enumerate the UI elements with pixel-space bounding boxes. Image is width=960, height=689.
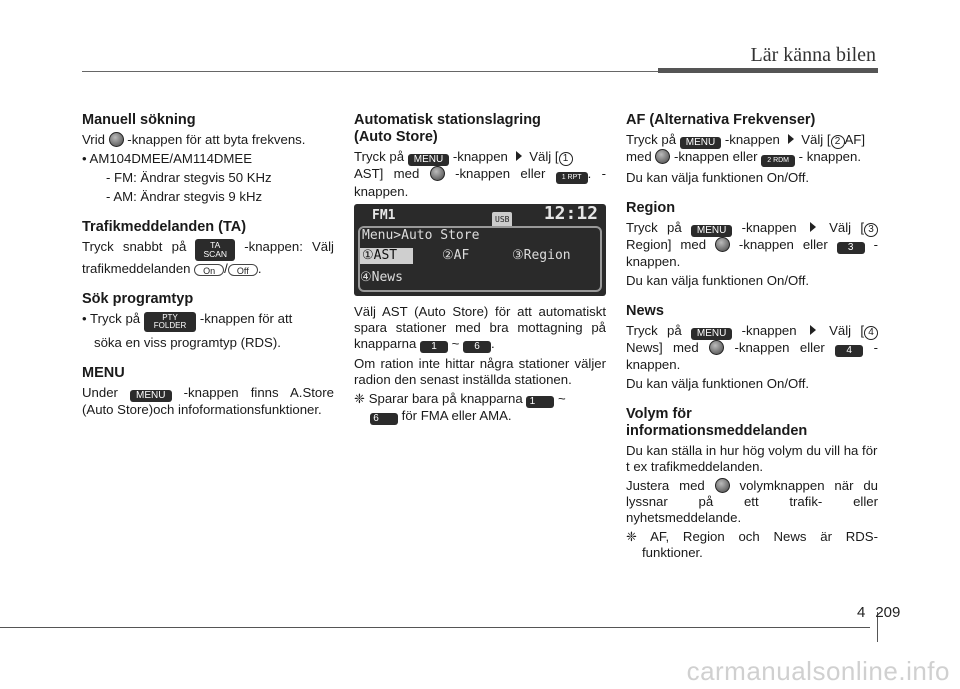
manual-search-fm: - FM: Ändrar stegvis 50 KHz — [106, 170, 272, 185]
circled-number-icon: 3 — [864, 223, 878, 237]
section-number: 4 — [857, 604, 866, 621]
volume-desc: Du kan ställa in hur hög volym du vill ha för t ex trafikmeddelanden. — [626, 443, 878, 474]
preset-6-button-icon: 6 — [370, 413, 398, 425]
preset-1-rpt-button-icon: 1 RPT — [556, 172, 588, 184]
heading-manual-search: Manuell sökning — [82, 112, 196, 128]
display-menu-path: Menu>Auto Store — [362, 228, 480, 243]
volume-note: ❈ AF, Region och News är RDS-funktioner. — [626, 529, 878, 560]
traffic-text: Tryck snabbt på TA SCAN -knappen: Välj trafikmeddelanden On / Off . — [82, 239, 334, 276]
display-clock: 12:12 — [543, 203, 598, 224]
tune-knob-icon — [709, 340, 724, 355]
heading-pty: Sök programtyp — [82, 291, 194, 307]
region-instructions: Tryck på MENU -knappen Välj [ 3Region] med -knappen eller 3 - knappen. — [626, 220, 878, 269]
preset-4-button-icon: 4 — [835, 345, 863, 357]
heading-news: News — [626, 303, 664, 319]
display-option-af: ②AF — [442, 248, 470, 263]
tune-knob-icon — [655, 149, 670, 164]
manual-search-text: Vrid -knappen för att byta frekvens. — [82, 132, 306, 147]
on-button-icon: On — [194, 264, 224, 276]
menu-button-icon: MENU — [691, 225, 732, 237]
page-header-title: Lär känna bilen — [750, 44, 876, 66]
volume-knob-icon — [715, 478, 730, 493]
manual-search-am: - AM: Ändrar stegvis 9 kHz — [106, 189, 263, 204]
watermark: carmanualsonline.info — [686, 656, 950, 686]
column-3 — [626, 112, 878, 564]
footer-divider — [0, 627, 870, 628]
preset-1-button-icon: 1 — [420, 341, 448, 353]
heading-traffic: Trafikmeddelanden (TA) — [82, 219, 247, 235]
arrow-right-icon — [810, 222, 816, 232]
news-toggle-info: Du kan välja funktionen On/Off. — [626, 376, 810, 391]
circled-number-icon: 2 — [831, 135, 845, 149]
af-instructions: Tryck på MENU -knappen Välj [ 2 AF] med -knappen eller 2 RDM - knappen. — [626, 132, 878, 167]
pty-folder-button-icon: PTY FOLDER — [144, 312, 196, 332]
heading-volume: Volym för informationsmeddelanden — [626, 406, 808, 439]
menu-text: Under MENU -knappen finns A.Store (Auto Store)och infoformationsfunktioner. — [82, 385, 334, 417]
auto-store-fallback: Om ration inte hittar några stationer väljer radion den senast inställda stationen. — [354, 356, 606, 387]
preset-3-button-icon: 3 — [837, 242, 865, 254]
heading-auto-store: Automatisk stationslagring (Auto Store) — [354, 112, 541, 145]
off-button-icon: Off — [228, 264, 258, 276]
menu-button-icon: MENU — [680, 137, 721, 149]
radio-display-screenshot — [354, 204, 606, 296]
display-usb-badge: USB — [492, 212, 512, 228]
arrow-right-icon — [810, 325, 816, 335]
preset-2-rdm-button-icon: 2 RDM — [761, 155, 795, 167]
page-number — [857, 604, 900, 621]
heading-region: Region — [626, 200, 676, 216]
pty-text: • Tryck på PTY FOLDER -knappen för att — [82, 311, 293, 330]
region-toggle-info: Du kan välja funktionen On/Off. — [626, 273, 810, 288]
preset-1-button-icon: 1 — [526, 396, 554, 408]
display-option-region: ③Region — [512, 248, 571, 263]
preset-6-button-icon: 6 — [463, 341, 491, 353]
arrow-right-icon — [788, 134, 794, 144]
manual-search-model: • AM104DMEE/AM114DMEE — [82, 151, 253, 166]
volume-instructions: Justera med volymknappen när du lyssnar på ett trafik- eller nyhetsmeddelande. — [626, 478, 878, 525]
arrow-right-icon — [516, 151, 522, 161]
column-1 — [82, 112, 334, 421]
af-toggle-info: Du kan välja funktionen On/Off. — [626, 170, 810, 185]
tune-knob-icon — [715, 237, 730, 252]
display-band: FM1 — [372, 208, 396, 223]
tune-knob-icon — [430, 166, 445, 181]
menu-button-icon: MENU — [130, 390, 171, 402]
menu-button-icon: MENU — [691, 328, 732, 340]
ta-scan-button-icon: TA SCAN — [195, 239, 235, 261]
auto-store-desc: Välj AST (Auto Store) för att automatiskt spara stationer med bra mottagning på knapparna 1 ~ 6 . — [354, 304, 606, 352]
auto-store-instructions: Tryck på MENU -knappen Välj [ 1 AST] med -knappen eller 1 RPT . - knappen. — [354, 149, 606, 199]
circled-number-icon: 1 — [559, 152, 573, 166]
heading-af: AF (Alternativa Frekvenser) — [626, 112, 816, 128]
menu-button-icon: MENU — [408, 154, 449, 166]
page-number-value: 209 — [875, 604, 901, 621]
column-2 — [354, 112, 606, 428]
display-option-ast: ①AST — [360, 248, 413, 264]
display-option-news: ④News — [360, 270, 403, 285]
auto-store-note: ❈ Sparar bara på knapparna 1 ~ 6 för FMA eller AMA. — [354, 391, 566, 424]
circled-number-icon: 4 — [864, 326, 878, 340]
heading-menu: MENU — [82, 365, 125, 381]
header-divider-accent — [658, 68, 878, 73]
pty-text-cont: söka en viss programtyp (RDS). — [94, 335, 281, 350]
tune-knob-icon — [109, 132, 124, 147]
news-instructions: Tryck på MENU -knappen Välj [ 4News] med -knappen eller 4 - knappen. — [626, 323, 878, 372]
